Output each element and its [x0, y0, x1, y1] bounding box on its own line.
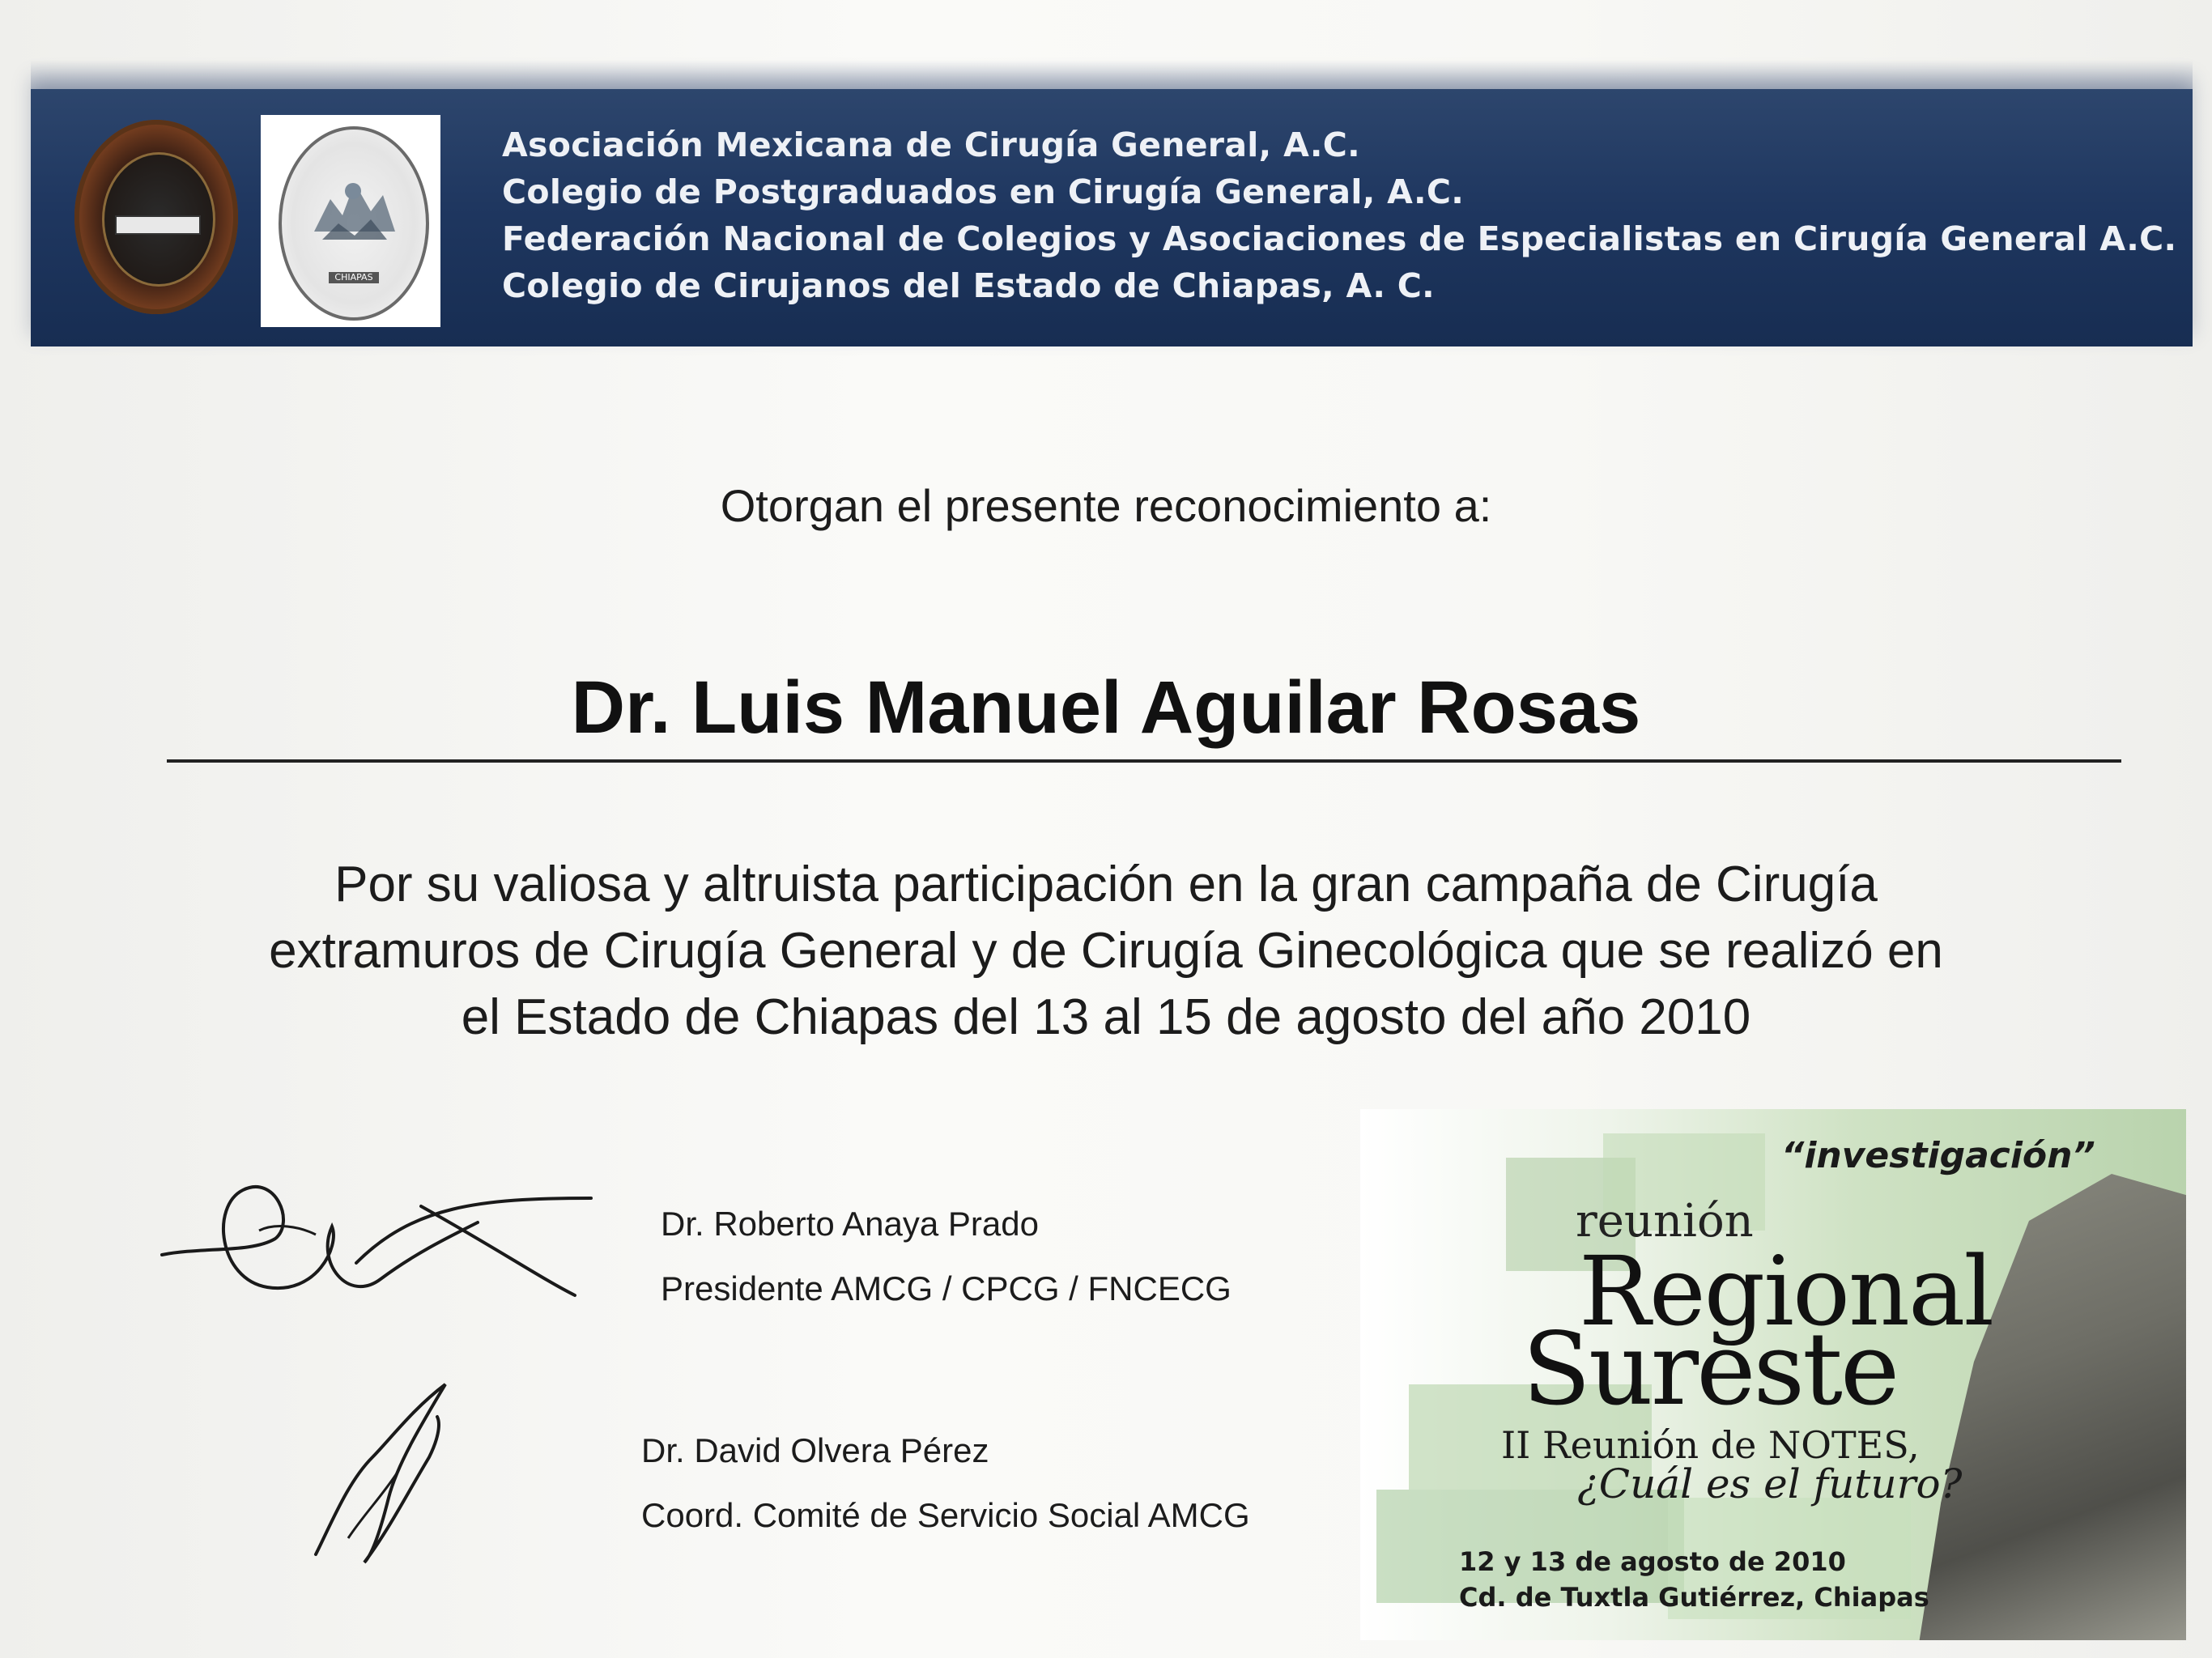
chiapas-college-seal: [279, 126, 429, 321]
recognition-text: [121, 852, 2091, 1051]
recipient-name: Dr. Luis Manuel Aguilar Rosas: [571, 666, 1641, 749]
signatory-name: Dr. David Olvera Pérez: [641, 1431, 989, 1469]
organizations-list: [502, 121, 2176, 309]
signatory-title: Coord. Comité de Servicio Social AMCG: [641, 1496, 1250, 1534]
name-underline: [167, 759, 2121, 763]
event-subtitle: II Reunión de NOTES,: [1501, 1423, 1920, 1467]
signature-roberto-anaya: [154, 1158, 607, 1336]
amcg-seal-emblem: [115, 215, 201, 235]
event-title-line3: Sureste: [1522, 1312, 1898, 1428]
organization-line: Federación Nacional de Colegios y Asociaciones de Especialistas en Cirugía General A.C.: [502, 219, 2177, 258]
event-title-line2: Regional: [1579, 1235, 1993, 1347]
recognition-line: Por su valiosa y altruista participación en la gran campaña de Cirugía: [334, 857, 1878, 912]
signatory-title: Presidente AMCG / CPCG / FNCECG: [661, 1269, 1231, 1307]
event-question: ¿Cuál es el futuro?: [1577, 1460, 1963, 1507]
seal-illustration-icon: [306, 167, 402, 256]
event-dates: 12 y 13 de agosto de 2010: [1459, 1546, 1846, 1577]
seal-label: CHIAPAS: [329, 272, 379, 283]
recognition-line: el Estado de Chiapas del 13 al 15 de agosto del año 2010: [461, 989, 1751, 1045]
granting-text: Otorgan el presente reconocimiento a:: [720, 480, 1492, 531]
banner-shadow: [31, 60, 2193, 92]
organization-line: Colegio de Cirujanos del Estado de Chiapas, A. C.: [502, 266, 1436, 305]
recognition-line: extramuros de Cirugía General y de Cirugía Ginecológica que se realizó en: [269, 923, 1943, 979]
chiapas-college-logo-box: [261, 115, 440, 327]
event-poster: [1360, 1109, 2186, 1640]
organization-line: Colegio de Postgraduados en Cirugía General, A.C.: [502, 172, 1465, 211]
event-title-line1: reunión: [1576, 1195, 1754, 1248]
event-place: Cd. de Tuxtla Gutiérrez, Chiapas: [1459, 1582, 1929, 1613]
amcg-seal-logo: [74, 120, 238, 314]
signature-david-olvera: [300, 1376, 494, 1571]
signatory-name: Dr. Roberto Anaya Prado: [661, 1205, 1039, 1243]
event-tagline: “investigación”: [1781, 1135, 2095, 1176]
organization-line: Asociación Mexicana de Cirugía General, A.C.: [502, 125, 1361, 164]
